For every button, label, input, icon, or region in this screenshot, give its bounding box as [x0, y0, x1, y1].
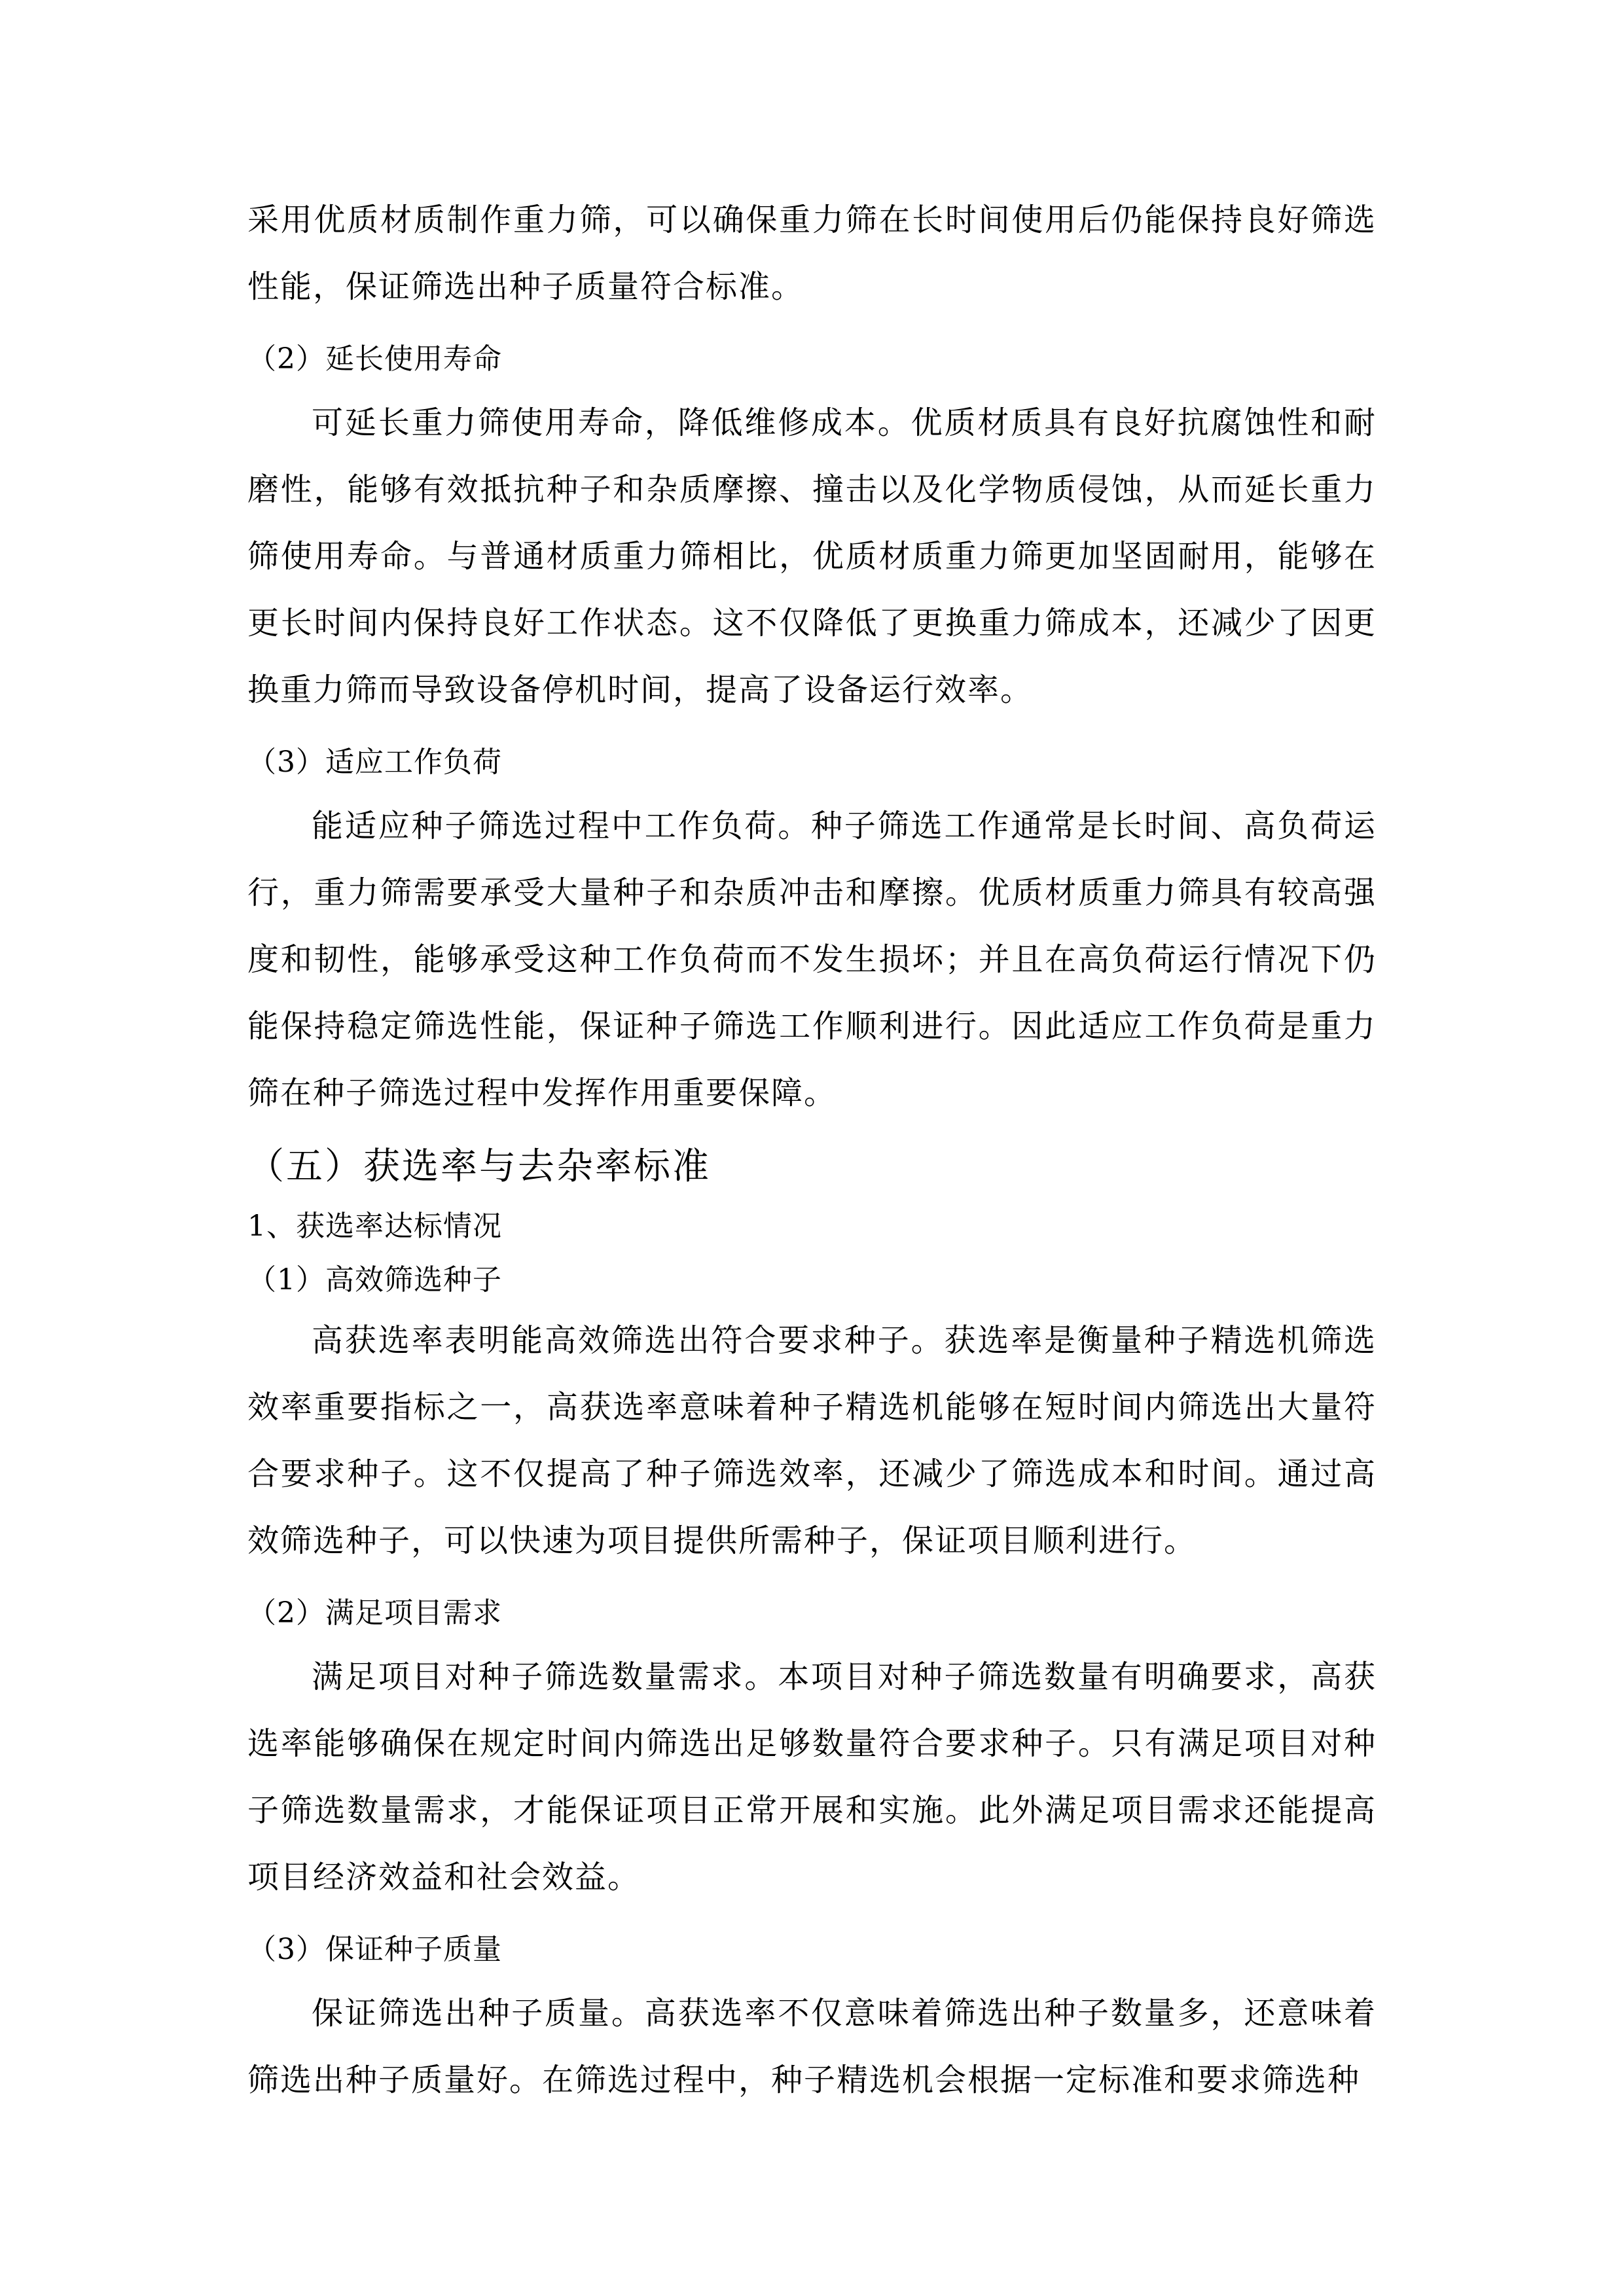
subheading-efficient-screening: （1）高效筛选种子 [247, 1263, 502, 1297]
subheading-ensure-seed-quality: （3）保证种子质量 [247, 1933, 502, 1966]
paragraph-continuation: 采用优质材质制作重力筛，可以确保重力筛在长时间使用后仍能保持良好筛选性能，保证筛选出种子质量符合标准。 [247, 202, 1377, 305]
document-body [247, 187, 1377, 2113]
subheading-adapt-workload: （3）适应工作负荷 [247, 745, 502, 779]
paragraph-adapt-workload: 能适应种子筛选过程中工作负荷。种子筛选工作通常是长时间、高负荷运行，重力筛需要承受大量种子和杂质冲击和摩擦。优质材质重力筛具有较高强度和韧性，能够承受这种工作负荷而不发生损坏；并且在高负荷运行情况下仍能保持稳定筛选性能，保证种子筛选工作顺利进行。因此适应工作负荷是重力筛在种子筛选过程中发挥作用重要保障。 [247, 808, 1377, 1111]
item-heading-selection-rate-status: 1、获选率达标情况 [247, 1210, 502, 1243]
paragraph-ensure-seed-quality: 保证筛选出种子质量。高获选率不仅意味着筛选出种子数量多，还意味着筛选出种子质量好。在筛选过程中，种子精选机会根据一定标准和要求筛选种 [247, 1995, 1377, 2098]
subheading-meet-project-needs: （2）满足项目需求 [247, 1596, 502, 1630]
paragraph-efficient-screening: 高获选率表明能高效筛选出符合要求种子。获选率是衡量种子精选机筛选效率重要指标之一，高获选率意味着种子精选机能够在短时间内筛选出大量符合要求种子。这不仅提高了种子筛选效率，还减少了筛选成本和时间。通过高效筛选种子，可以快速为项目提供所需种子，保证项目顺利进行。 [247, 1322, 1377, 1559]
paragraph-extend-life: 可延长重力筛使用寿命，降低维修成本。优质材质具有良好抗腐蚀性和耐磨性，能够有效抵抗种子和杂质摩擦、撞击以及化学物质侵蚀，从而延长重力筛使用寿命。与普通材质重力筛相比，优质材质重力筛更加坚固耐用，能够在更长时间内保持良好工作状态。这不仅降低了更换重力筛成本，还减少了因更换重力筛而导致设备停机时间，提高了设备运行效率。 [247, 404, 1377, 708]
subheading-extend-life: （2）延长使用寿命 [247, 342, 502, 376]
paragraph-meet-project-needs: 满足项目对种子筛选数量需求。本项目对种子筛选数量有明确要求，高获选率能够确保在规定时间内筛选出足够数量符合要求种子。只有满足项目对种子筛选数量需求，才能保证项目正常开展和实施。此外满足项目需求还能提高项目经济效益和社会效益。 [247, 1659, 1377, 1895]
section-heading-selection-rate: （五）获选率与去杂率标准 [247, 1145, 711, 1188]
